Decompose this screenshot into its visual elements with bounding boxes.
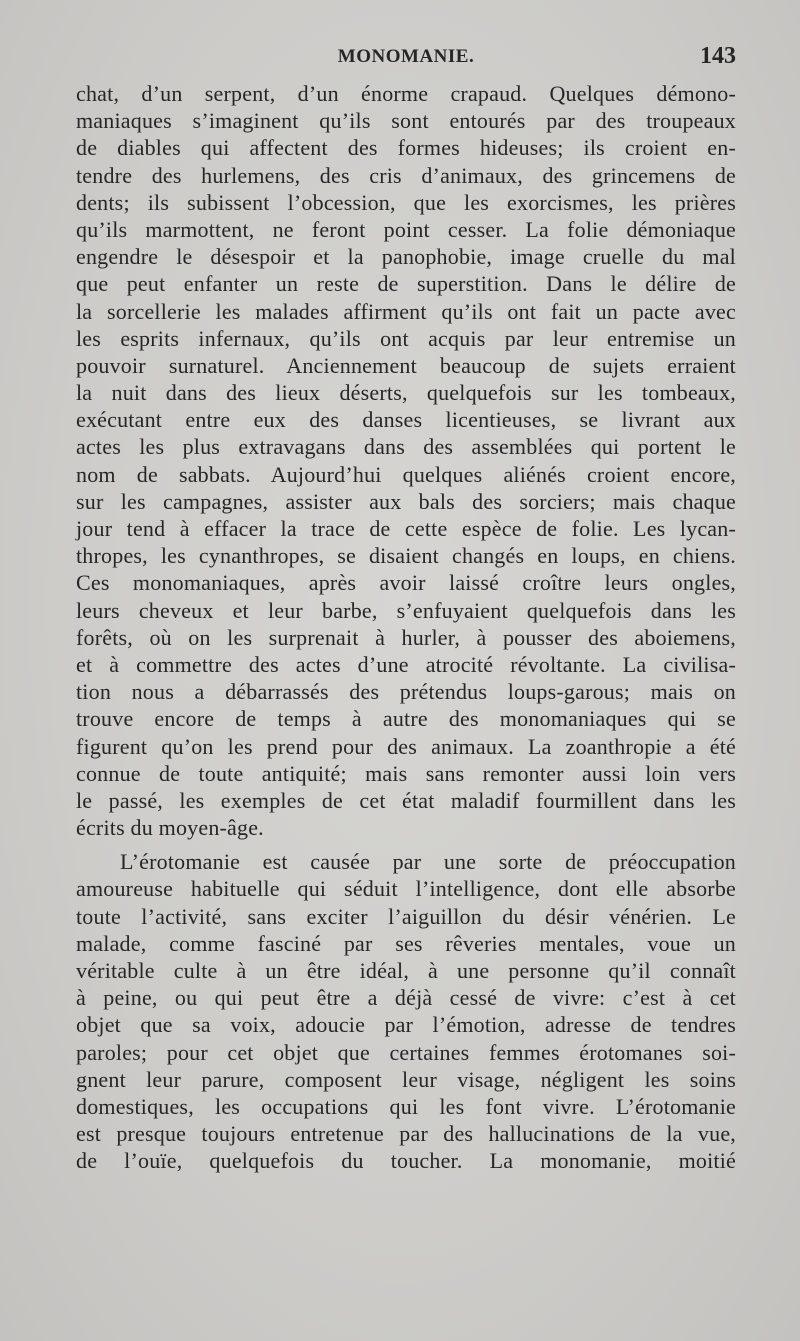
text-line: véritable culte à un être idéal, à une personne qu’il connaît (76, 958, 736, 983)
page-number: 143 (700, 43, 736, 69)
paragraph-erotomania (76, 848, 736, 1174)
text-line: actes les plus extravagans dans des assemblées qui portent le (76, 434, 736, 460)
text-line: la nuit dans des lieux déserts, quelquefois sur les tombeaux, (76, 380, 736, 406)
text-line: L’érotomanie est causée par une sorte de préoccupation (120, 849, 736, 875)
text-line: dents; ils subissent l’obcession, que les exorcismes, les prières (76, 189, 736, 215)
text-line: maniaques s’imaginent qu’ils sont entourés par des troupeaux (76, 108, 736, 134)
text-line: nom de sabbats. Aujourd’hui quelques aliénés croient encore, (76, 461, 736, 487)
text-line: de l’ouïe, quelquefois du toucher. La monomanie, moitié (76, 1148, 736, 1174)
text-line: leurs cheveux et leur barbe, s’enfuyaient quelquefois dans les (76, 597, 736, 623)
text-line: amoureuse habituelle qui séduit l’intelligence, dont elle absorbe (76, 876, 736, 902)
paragraph-demonomania (76, 80, 736, 841)
text-line: la sorcellerie les malades affirment qu’ils ont fait un pacte avec (76, 298, 736, 324)
text-line: sur les campagnes, assister aux bals des sorciers; mais chaque (76, 488, 736, 514)
text-line: engendre le désespoir et la panophobie, image cruelle du mal (76, 244, 736, 270)
text-line: connue de toute antiquité; mais sans remonter aussi loin vers (76, 760, 736, 786)
text-line: toute l’activité, sans exciter l’aiguillon du désir vénérien. Le (76, 903, 736, 929)
text-line: exécutant entre eux des danses licentieuses, se livrant aux (76, 407, 736, 433)
text-line: les esprits infernaux, qu’ils ont acquis par leur entremise un (76, 325, 736, 351)
text-line: jour tend à effacer la trace de cette espèce de folie. Les lycan- (76, 516, 736, 541)
text-line: domestiques, les occupations qui les font vivre. L’érotomanie (76, 1093, 736, 1119)
text-line: gnent leur parure, composent leur visage, négligent les soins (76, 1066, 736, 1092)
text-line: et à commettre des actes d’une atrocité révoltante. La civilisa- (76, 651, 736, 677)
text-line: que peut enfanter un reste de superstition. Dans le délire de (76, 271, 736, 297)
text-line: figurent qu’on les prend pour des animaux. La zoanthropie a été (76, 733, 736, 759)
text-line: pouvoir surnaturel. Anciennement beaucoup de sujets erraient (76, 352, 736, 378)
text-line: paroles; pour cet objet que certaines femmes érotomanes soi- (76, 1039, 736, 1065)
text-line: à peine, ou qui peut être a déjà cessé de vivre: c’est à cet (76, 985, 736, 1011)
paragraph-gap (76, 841, 736, 848)
text-line: Ces monomaniaques, après avoir laissé croître leurs ongles, (76, 570, 736, 596)
text-line: qu’ils marmottent, ne feront point cesser. La folie démoniaque (76, 216, 736, 242)
page-header (76, 43, 736, 76)
text-line: trouve encore de temps à autre des monomaniaques qui se (76, 706, 736, 732)
text-line: écrits du moyen-âge. (76, 815, 264, 841)
text-line: malade, comme fasciné par ses rêveries mentales, voue un (76, 930, 736, 956)
text-line: tion nous a débarrassés des prétendus loups-garous; mais on (76, 679, 736, 705)
page-body (76, 80, 736, 1175)
text-line: le passé, les exemples de cet état maladif fourmillent dans les (76, 787, 736, 813)
running-head: MONOMANIE. (337, 46, 475, 67)
text-line: forêts, où on les surprenait à hurler, à pousser des aboiemens, (76, 624, 736, 650)
text-line: chat, d’un serpent, d’un énorme crapaud. Quelques démono- (76, 81, 736, 106)
text-line: de diables qui affectent des formes hideuses; ils croient en- (76, 135, 736, 161)
text-line: objet que sa voix, adoucie par l’émotion, adresse de tendres (76, 1012, 736, 1038)
text-line: thropes, les cynanthropes, se disaient changés en loups, en chiens. (76, 543, 736, 569)
text-line: tendre des hurlemens, des cris d’animaux, des grincemens de (76, 162, 736, 188)
text-line: est presque toujours entretenue par des hallucinations de la vue, (76, 1121, 736, 1147)
